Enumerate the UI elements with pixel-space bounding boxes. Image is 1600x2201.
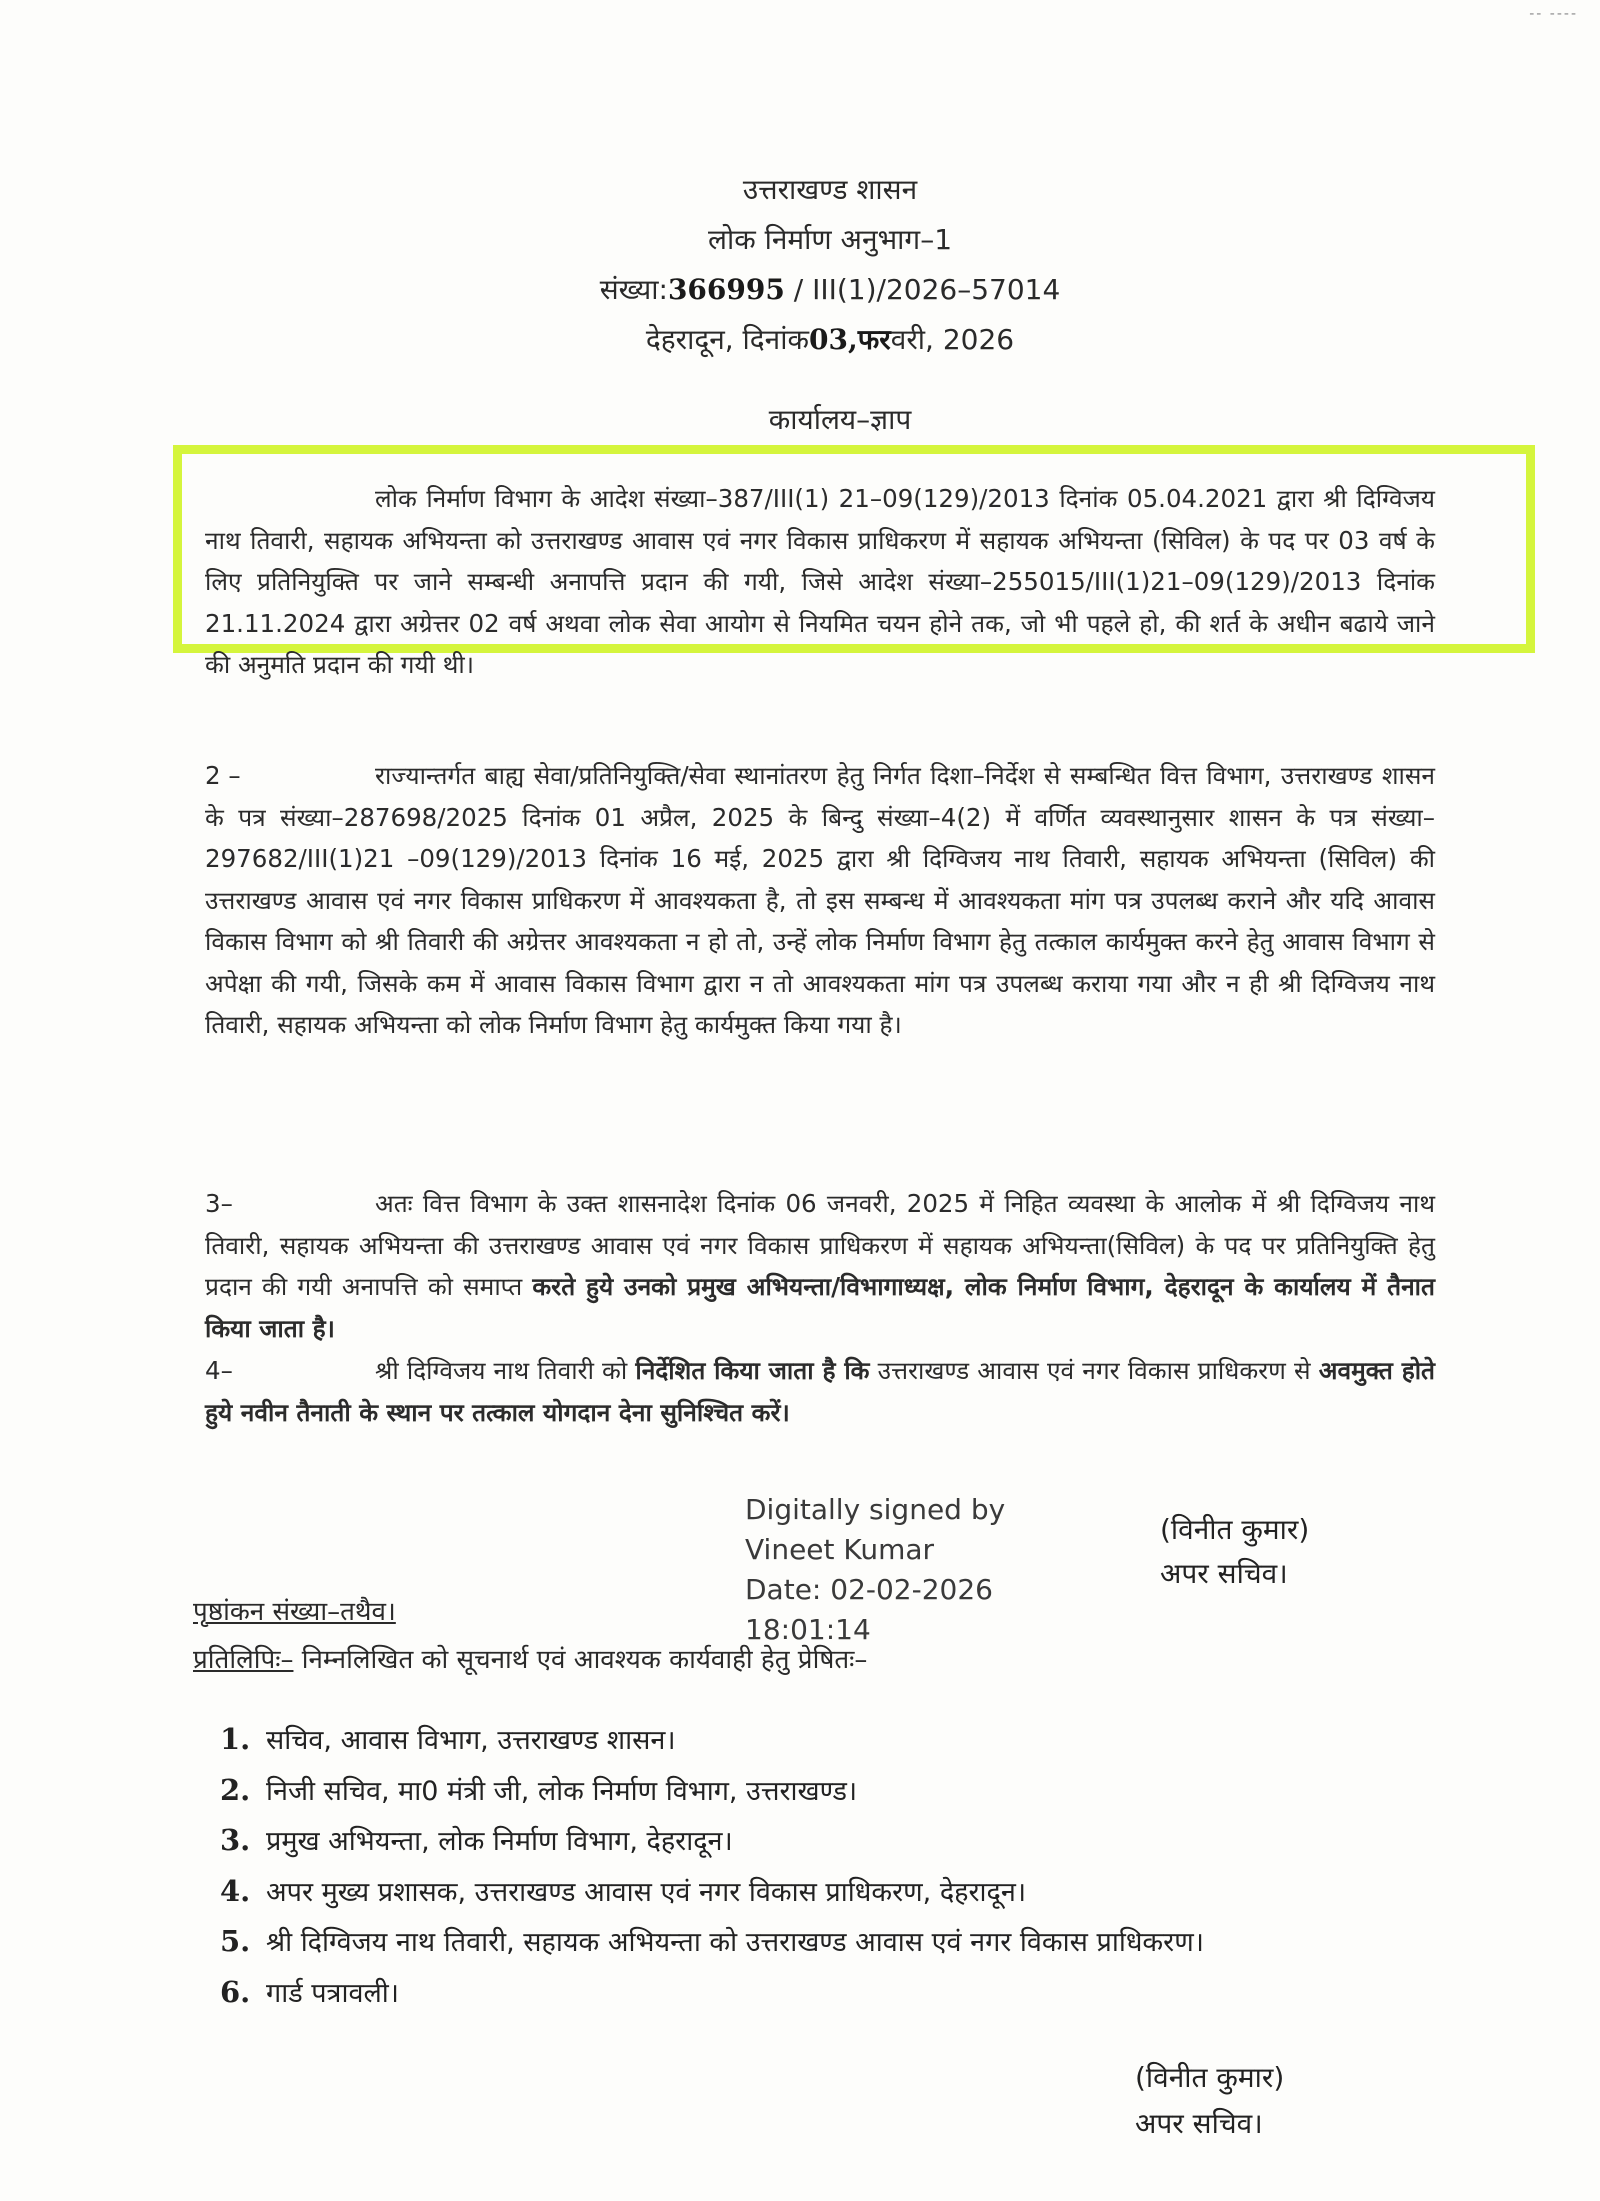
- ref-handwritten: 366995: [667, 273, 785, 306]
- reference-number: [60, 265, 1600, 315]
- digital-signature-line-1: Digitally signed by: [745, 1493, 1006, 1526]
- paragraph-3-number: 3–: [205, 1189, 233, 1218]
- corner-mark: -- ----: [1529, 6, 1578, 22]
- paragraph-2: [205, 755, 1435, 1046]
- letter-date: [60, 315, 1600, 365]
- date-prefix: देहरादून, दिनांक: [645, 323, 809, 356]
- section-name: लोक निर्माण अनुभाग–1: [707, 223, 953, 256]
- list-item: [220, 1816, 1204, 1867]
- digital-signature-name: Vineet Kumar: [745, 1533, 935, 1566]
- paragraph-4-text-b: उत्तराखण्ड आवास एवं नगर विकास प्राधिकरण से: [877, 1356, 1311, 1385]
- signatory-name: (विनीत कुमार): [1160, 1513, 1310, 1546]
- list-item: [220, 1715, 1204, 1766]
- list-item: [220, 1867, 1204, 1918]
- list-item-text: गार्ड पत्रावली।: [266, 1977, 399, 2009]
- paragraph-3-bold: करते हुये उनको प्रमुख अभियन्ता/विभागाध्यक्ष, लोक निर्माण विभाग, देहरादून के कार्यालय में तैनात किया जाता है।: [205, 1272, 1435, 1343]
- government-name: उत्तराखण्ड शासन: [742, 173, 918, 206]
- signatory-block: [1160, 1508, 1309, 1596]
- paragraph-1-text: लोक निर्माण विभाग के आदेश संख्या–387/III(1) 21–09(129)/2013 दिनांक 05.04.2021 द्वारा श्री दिग्विजय नाथ तिवारी, सहायक अभियन्ता को उत्तराखण्ड आवास एवं नगर विकास प्राधिकरण में सहायक अभियन्ता (सिविल) के पद पर 03 वर्ष के लिए प्रतिनियुक्ति पर जाने सम्बन्धी अनापत्ति प्रदान की गयी, जिसे आदेश संख्या–255015/III(1)21–09(129)/2013 दिनांक 21.11.2024 द्वारा अग्रेत्तर 02 वर्ष अथवा लोक सेवा आयोग से नियमित चयन होने तक, जो भी पहले हो, की शर्त के अधीन बढाये जाने की अनुमति प्रदान की गयी थी।: [205, 484, 1435, 679]
- list-item-text: निजी सचिव, मा0 मंत्री जी, लोक निर्माण विभाग, उत्तराखण्ड।: [266, 1775, 858, 1807]
- list-item-number: 5.: [220, 1924, 251, 1958]
- digital-signature-date: Date: 02-02-2026: [745, 1573, 993, 1606]
- copy-text: निम्नलिखित को सूचनार्थ एवं आवश्यक कार्यवाही हेतु प्रेषितः–: [293, 1645, 868, 1675]
- digital-signature-time: 18:01:14: [745, 1613, 871, 1646]
- paragraph-4: [205, 1350, 1435, 1433]
- list-item-text: प्रमुख अभियन्ता, लोक निर्माण विभाग, देहरादून।: [266, 1826, 733, 1857]
- signatory-bottom-name: (विनीत कुमार): [1135, 2061, 1285, 2094]
- list-item-text: सचिव, आवास विभाग, उत्तराखण्ड शासन।: [266, 1725, 676, 1756]
- list-item-number: 2.: [220, 1772, 251, 1807]
- copy-label: प्रतिलिपिः–: [193, 1645, 294, 1675]
- paragraph-2-text: राज्यान्तर्गत बाह्य सेवा/प्रतिनियुक्ति/सेवा स्थानांतरण हेतु निर्गत दिशा–निर्देश से सम्बन्धित वित्त विभाग, उत्तराखण्ड शासन के पत्र संख्या–287698/2025 दिनांक 01 अप्रैल, 2025 के बिन्दु संख्या–4(2) में वर्णित व्यवस्थानुसार शासन के पत्र संख्या–297682/III(1)21 –09(129)/2013 दिनांक 16 मई, 2025 द्वारा श्री दिग्विजय नाथ तिवारी, सहायक अभियन्ता (सिविल) की उत्तराखण्ड आवास एवं नगर विकास प्राधिकरण में आवश्यकता है, तो इस सम्बन्ध में आवश्यकता मांग पत्र उपलब्ध कराने और यदि आवास विकास विभाग को श्री तिवारी की अग्रेत्तर आवश्यकता न हो तो, उन्हें लोक निर्माण विभाग हेतु तत्काल कार्यमुक्त करने हेतु आवास विभाग से अपेक्षा की गयी, जिसके कम में आवास विकास विभाग द्वारा न तो आवश्यकता मांग पत्र उपलब्ध कराया गया और न ही श्री दिग्विजय नाथ तिवारी, सहायक अभियन्ता को लोक निर्माण विभाग हेतु कार्यमुक्त किया गया है।: [205, 761, 1435, 1039]
- list-item-number: 3.: [220, 1823, 251, 1857]
- date-handwritten: 03,फर: [808, 323, 891, 356]
- list-item-text: अपर मुख्य प्रशासक, उत्तराखण्ड आवास एवं नगर विकास प्राधिकरण, देहरादून।: [266, 1876, 1027, 1908]
- paragraph-4-text-a: श्री दिग्विजय नाथ तिवारी को: [375, 1356, 628, 1385]
- letter-header: [0, 165, 1600, 365]
- signatory-designation: अपर सचिव।: [1160, 1557, 1288, 1590]
- list-item: [220, 1766, 1204, 1817]
- ref-prefix: संख्या:: [599, 273, 668, 306]
- paragraph-4-number: 4–: [205, 1356, 233, 1385]
- paragraph-3: [205, 1183, 1435, 1349]
- signatory-block-bottom: [1135, 2055, 1284, 2147]
- list-item-number: 4.: [220, 1873, 251, 1908]
- list-item-text: श्री दिग्विजय नाथ तिवारी, सहायक अभियन्ता को उत्तराखण्ड आवास एवं नगर विकास प्राधिकरण।: [266, 1927, 1204, 1958]
- copy-list: [220, 1715, 1204, 2018]
- paragraph-2-number: 2 –: [205, 761, 241, 790]
- paragraph-1: [205, 478, 1435, 686]
- endorsement-ref: पृष्ठांकन संख्या–तथैव।: [193, 1597, 396, 1627]
- ref-suffix: / III(1)/2026–57014: [784, 273, 1061, 306]
- paragraph-3-text: अतः वित्त विभाग के उक्त शासनादेश दिनांक 06 जनवरी, 2025 में निहित व्यवस्था के आलोक में श्री दिग्विजय नाथ तिवारी, सहायक अभियन्ता की उत्तराखण्ड आवास एवं नगर विकास प्राधिकरण में सहायक अभियन्ता(सिविल) के पद पर प्रतिनियुक्ति हेतु प्रदान की गयी अनापत्ति को समाप्त: [205, 1189, 1435, 1301]
- paragraph-4-bold-2: अवमुक्त होते हुये नवीन तैनाती के स्थान पर तत्काल योगदान देना सुनिश्चित करें।: [205, 1356, 1436, 1427]
- copy-to-line: [193, 1636, 867, 1684]
- list-item: [220, 1968, 1204, 2019]
- signatory-bottom-designation: अपर सचिव।: [1135, 2107, 1263, 2140]
- endorsement-block: [193, 1588, 867, 1684]
- list-item-number: 6.: [220, 1974, 251, 2009]
- paragraph-4-bold: निर्देशित किया जाता है कि: [635, 1356, 870, 1385]
- memo-title: कार्यालय–ज्ञाप: [768, 403, 912, 436]
- date-suffix: वरी, 2026: [890, 323, 1015, 356]
- list-item-number: 1.: [220, 1722, 251, 1756]
- list-item: [220, 1917, 1204, 1968]
